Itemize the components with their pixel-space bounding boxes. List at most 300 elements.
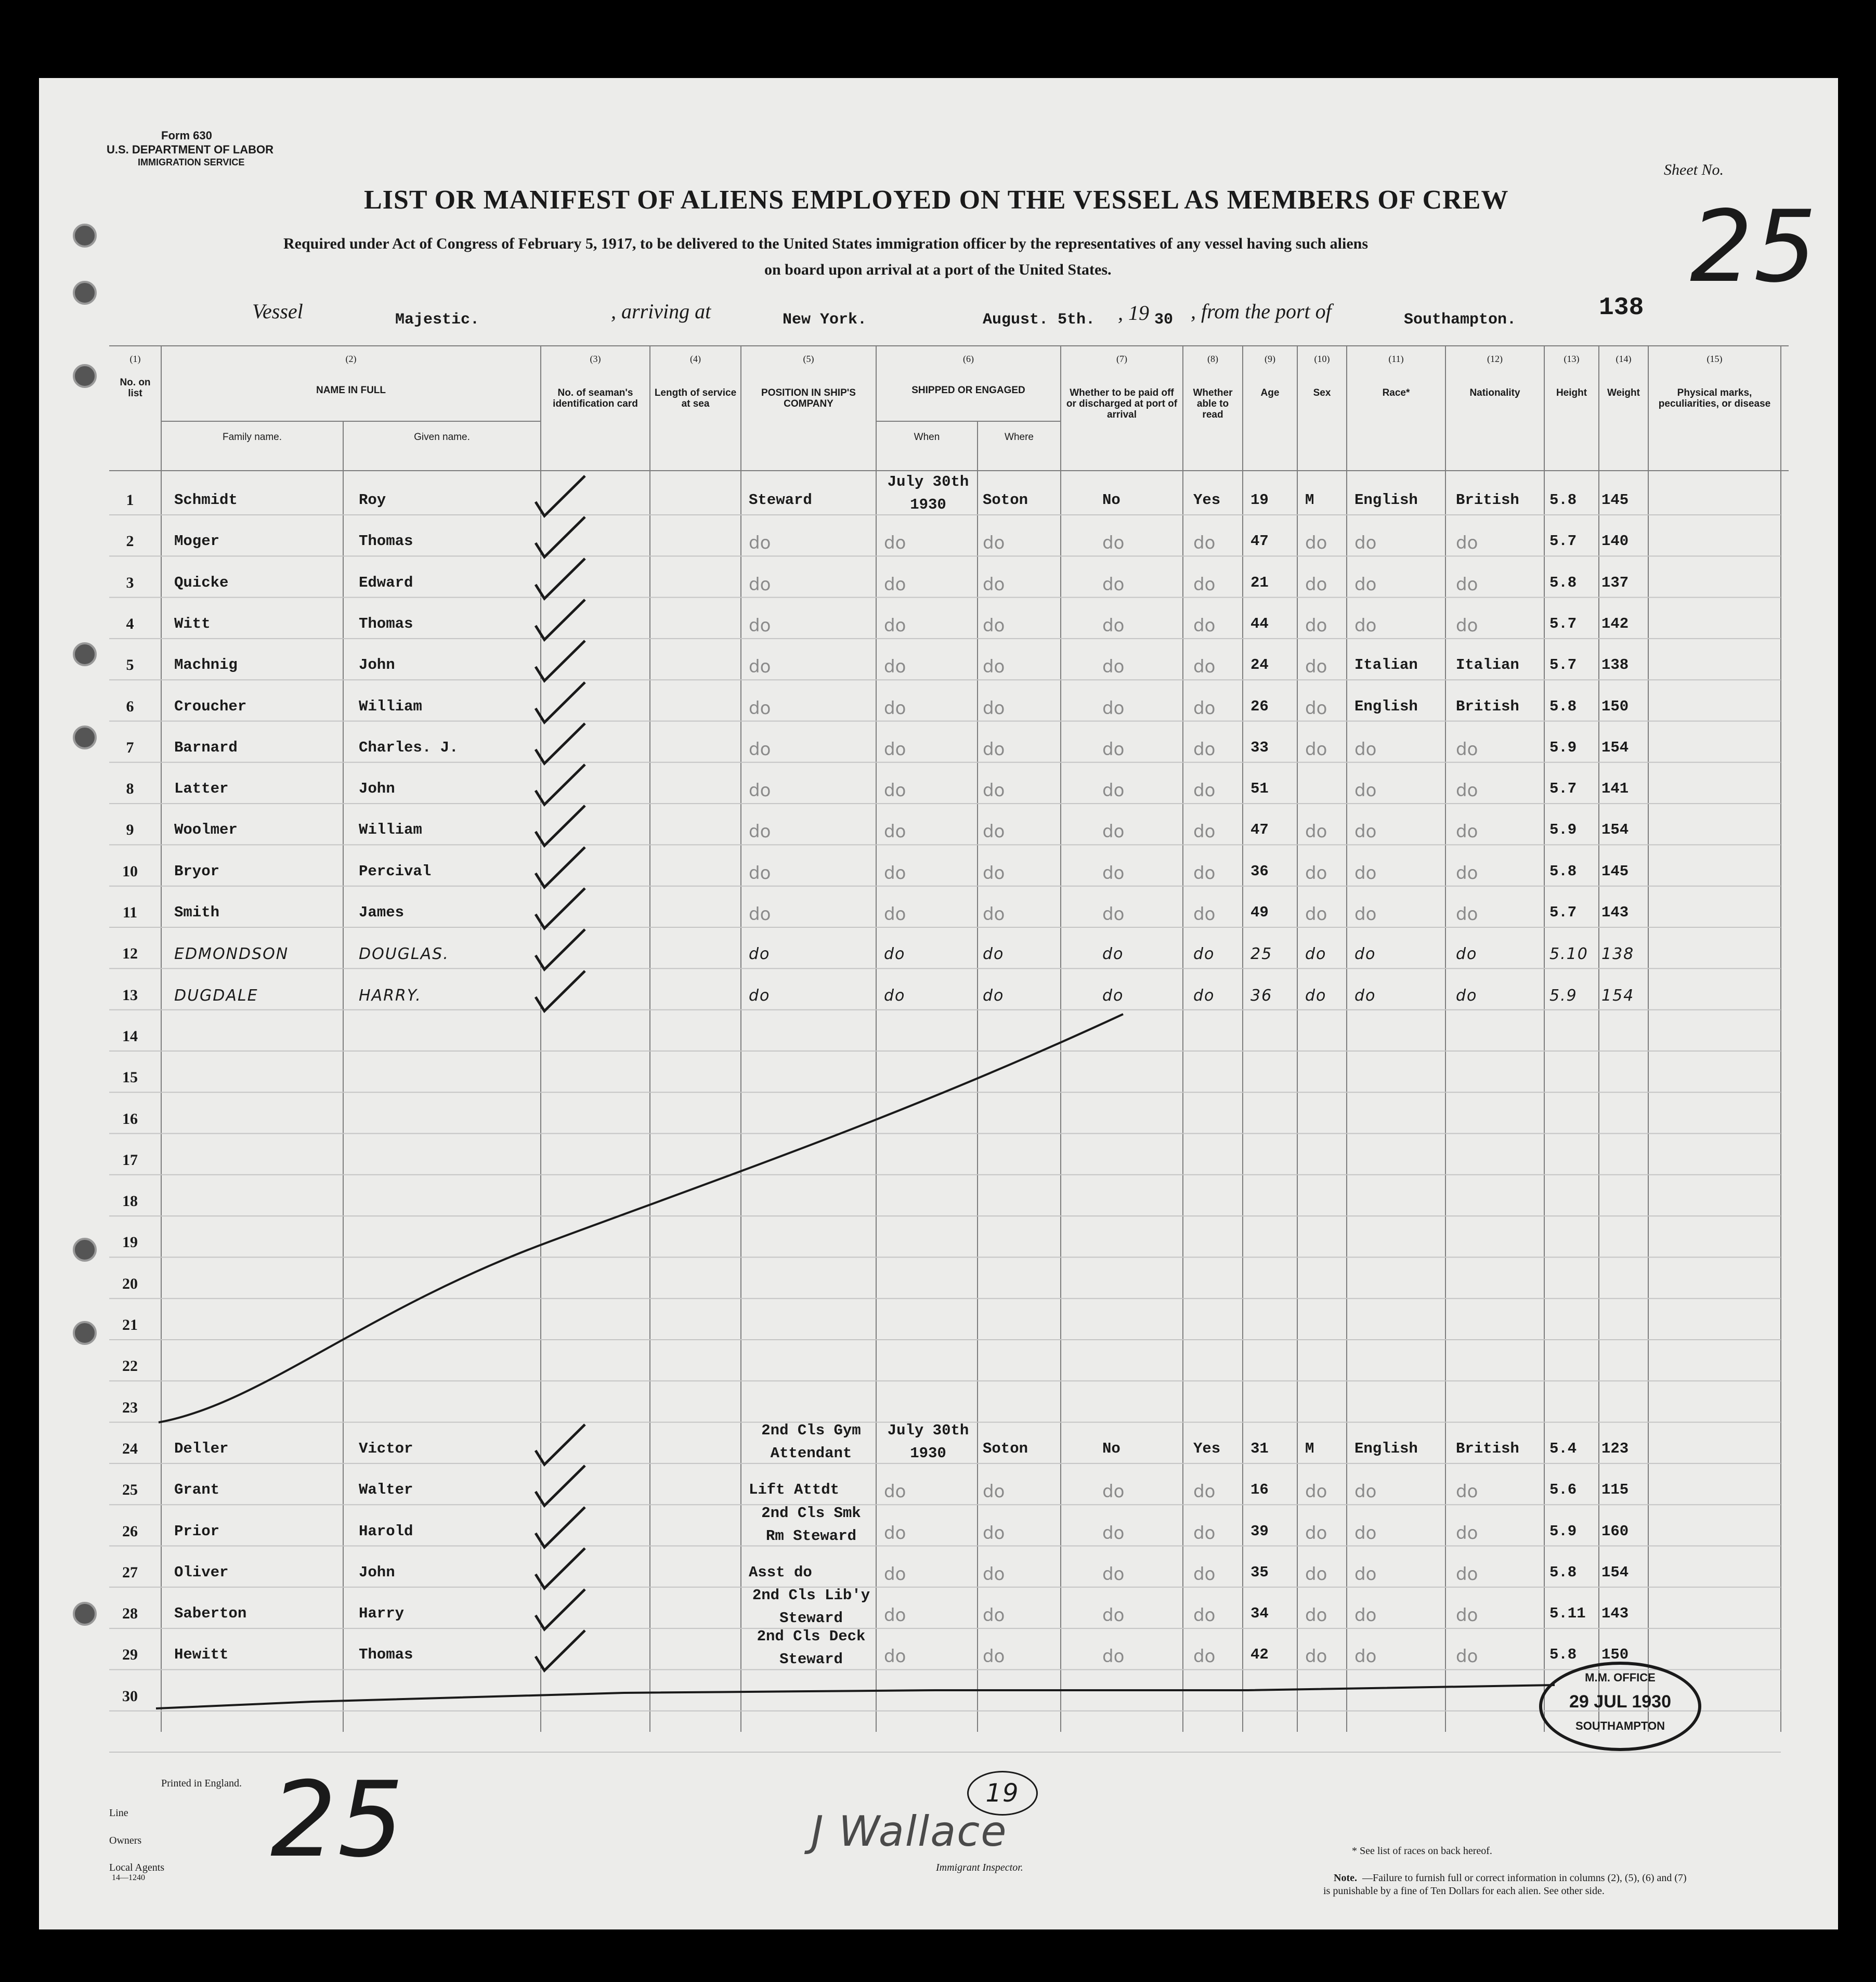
row-number: 3 (126, 574, 134, 591)
row-number: 11 (122, 904, 138, 921)
shipped-where: do (983, 1563, 1005, 1585)
race: do (1354, 1605, 1377, 1626)
able-to-read: do (1193, 1605, 1216, 1626)
shipped-where: do (983, 533, 1005, 554)
given-name: Charles. J. (359, 739, 459, 756)
race: do (1354, 1646, 1377, 1667)
row-number: 30 (122, 1687, 138, 1705)
race: Italian (1354, 656, 1418, 674)
column-number: (12) (1487, 354, 1503, 364)
column-number: (6) (963, 354, 974, 364)
column-header: POSITION IN SHIP'S COMPANY (761, 387, 856, 409)
paid-off: do (1102, 1481, 1125, 1502)
race: do (1354, 862, 1377, 884)
shipped-when: do (884, 1481, 906, 1502)
sex: do (1305, 986, 1327, 1005)
weight: 154 (1601, 986, 1635, 1005)
position: do (749, 574, 771, 595)
check-mark-icon (533, 927, 590, 974)
check-mark-icon (533, 968, 590, 1015)
owners-label: Owners (109, 1835, 142, 1846)
height: 5.7 (1549, 615, 1577, 632)
check-mark-icon (533, 514, 590, 561)
paid-off: do (1102, 533, 1125, 554)
column-subheader: Family name. (222, 432, 282, 443)
family-name: Prior (174, 1522, 220, 1540)
row-number: 21 (122, 1316, 138, 1333)
check-mark-icon (533, 1628, 590, 1675)
race: do (1354, 574, 1377, 595)
family-name: Hewitt (174, 1646, 229, 1664)
family-name: Moger (174, 533, 220, 550)
column-number: (13) (1564, 354, 1580, 364)
races-note: * See list of races on back hereof. (1352, 1845, 1492, 1857)
sex: do (1305, 574, 1327, 595)
position: do (749, 862, 771, 884)
paid-off: do (1102, 780, 1125, 801)
age: 47 (1250, 533, 1269, 550)
nationality: do (1456, 780, 1478, 801)
column-header: Sex (1313, 387, 1331, 398)
paid-off: No (1102, 491, 1121, 509)
height: 5.9 (1549, 1522, 1577, 1540)
paid-off: do (1102, 986, 1124, 1005)
column-number: (4) (690, 354, 701, 364)
check-mark-icon (533, 886, 590, 932)
position: do (749, 945, 771, 964)
row-number: 9 (126, 821, 134, 839)
nationality: do (1456, 904, 1478, 925)
check-mark-icon (533, 762, 590, 809)
sex: do (1305, 615, 1327, 636)
shipped-where: Soton (983, 491, 1028, 509)
height: 5.9 (1549, 821, 1577, 839)
sex: do (1305, 656, 1327, 678)
form-number: Form 630 (161, 129, 212, 142)
sex: do (1305, 1605, 1327, 1626)
position: do (749, 697, 771, 719)
stamp-bottom: SOUTHAMPTON (1575, 1719, 1665, 1732)
age: 39 (1250, 1522, 1269, 1540)
row-number: 26 (122, 1522, 138, 1540)
race: do (1354, 945, 1376, 964)
able-to-read: do (1193, 904, 1216, 925)
height: 5.10 (1549, 945, 1588, 964)
race: English (1354, 1440, 1418, 1457)
race: do (1354, 615, 1377, 636)
weight: 138 (1601, 656, 1629, 674)
given-name: Thomas (359, 533, 413, 550)
row-number: 24 (122, 1440, 138, 1457)
nationality: Italian (1456, 656, 1519, 674)
column-subheader: Given name. (414, 432, 470, 443)
race: do (1354, 780, 1377, 801)
race: do (1354, 821, 1377, 843)
check-mark-icon (533, 845, 590, 891)
column-number: (5) (803, 354, 814, 364)
able-to-read: do (1193, 615, 1216, 636)
given-name: Victor (359, 1440, 413, 1457)
nationality: do (1456, 1605, 1478, 1626)
column-header: Height (1556, 387, 1587, 398)
age: 26 (1250, 697, 1269, 715)
nationality: British (1456, 1440, 1519, 1457)
race: do (1354, 986, 1376, 1005)
column-header: No. of seaman's identification card (553, 387, 638, 409)
race: do (1354, 739, 1377, 760)
position: do (749, 533, 771, 554)
departure-port: Southampton. (1404, 311, 1517, 329)
height: 5.11 (1549, 1605, 1586, 1623)
sex: do (1305, 821, 1327, 843)
year-prefix: , 19 (1118, 301, 1149, 325)
weight: 115 (1601, 1481, 1629, 1499)
able-to-read: do (1193, 821, 1216, 843)
row-number: 27 (122, 1563, 138, 1581)
shipped-when: do (884, 574, 906, 595)
weight: 141 (1601, 780, 1629, 798)
able-to-read: do (1193, 574, 1216, 595)
sex: do (1305, 862, 1327, 884)
paid-off: do (1102, 697, 1125, 719)
arrival-year: 30 (1154, 311, 1174, 329)
weight: 123 (1601, 1440, 1629, 1457)
nationality: do (1456, 739, 1478, 760)
row-number: 22 (122, 1357, 138, 1375)
note-line-1: —Failure to furnish full or correct information in columns (2), (5), (6) and (7) (1362, 1872, 1687, 1884)
paid-off: do (1102, 1605, 1125, 1626)
row-number: 12 (122, 945, 138, 963)
position: Lift Attdt (749, 1481, 840, 1499)
row-number: 29 (122, 1646, 138, 1664)
weight: 140 (1601, 533, 1629, 550)
age: 31 (1250, 1440, 1269, 1457)
shipped-when: do (884, 1605, 906, 1626)
column-header: Whether able to read (1193, 387, 1233, 420)
shipped-when: do (884, 739, 906, 760)
row-number: 7 (126, 739, 134, 756)
shipped-where: Soton (983, 1440, 1028, 1457)
shipped-where: do (983, 780, 1005, 801)
subtitle-line-1: Required under Act of Congress of February 5, 1917, to be delivered to the United States immigration officer by the representatives of any vessel having such aliens (283, 235, 1368, 252)
check-mark-icon (533, 556, 590, 603)
sex: M (1305, 1440, 1314, 1457)
arrival-port: New York. (783, 311, 867, 329)
office-stamp (1539, 1662, 1701, 1751)
age: 19 (1250, 491, 1269, 509)
family-name: DUGDALE (174, 986, 258, 1005)
sex: do (1305, 1563, 1327, 1585)
height: 5.9 (1549, 739, 1577, 756)
column-subheader: When (914, 432, 940, 443)
age: 24 (1250, 656, 1269, 674)
sex: do (1305, 1522, 1327, 1544)
column-header: NAME IN FULL (316, 385, 386, 396)
column-header: Physical marks, peculiarities, or disease (1658, 387, 1771, 409)
race: do (1354, 533, 1377, 554)
family-name: Smith (174, 904, 220, 921)
printed-note: Printed in England. (161, 1778, 242, 1789)
nationality: do (1456, 574, 1478, 595)
able-to-read: do (1193, 697, 1216, 719)
height: 5.7 (1549, 533, 1577, 550)
shipped-when: do (884, 821, 906, 843)
family-name: Schmidt (174, 491, 238, 509)
shipped-when: do (884, 533, 906, 554)
paid-off: do (1102, 862, 1125, 884)
inspector-signature: J Wallace (811, 1807, 1008, 1856)
given-name: Harry (359, 1605, 405, 1623)
able-to-read: do (1193, 739, 1216, 760)
race: do (1354, 904, 1377, 925)
shipped-when: do (884, 1563, 906, 1585)
shipped-when: do (884, 1646, 906, 1667)
family-name: Woolmer (174, 821, 238, 839)
height: 5.4 (1549, 1440, 1577, 1457)
column-header: Race* (1382, 387, 1410, 398)
age: 47 (1250, 821, 1269, 839)
family-name: Grant (174, 1481, 220, 1499)
weight: 143 (1601, 904, 1629, 921)
position: 2nd Cls Gym Attendant (761, 1421, 861, 1462)
paid-off: do (1102, 739, 1125, 760)
row-number: 8 (126, 780, 134, 798)
position: 2nd Cls Smk Rm Steward (761, 1504, 861, 1545)
family-name: Deller (174, 1440, 229, 1457)
check-mark-icon (533, 803, 590, 850)
page-number: 138 (1599, 294, 1644, 322)
sex: do (1305, 945, 1327, 964)
shipped-when: do (884, 986, 906, 1005)
family-name: Witt (174, 615, 211, 632)
given-name: HARRY. (359, 986, 422, 1005)
shipped-where: do (983, 656, 1005, 678)
paid-off: do (1102, 1522, 1125, 1544)
from-port-label: , from the port of (1191, 300, 1332, 323)
sex: M (1305, 491, 1314, 509)
row-number: 4 (126, 615, 134, 632)
paid-off: do (1102, 904, 1125, 925)
nationality: do (1456, 1522, 1478, 1544)
sex: do (1305, 1646, 1327, 1667)
height: 5.8 (1549, 1563, 1577, 1581)
column-number: (14) (1616, 354, 1632, 364)
column-number: (8) (1207, 354, 1218, 364)
inspector-label: Immigrant Inspector. (936, 1862, 1023, 1873)
given-name: Thomas (359, 615, 413, 632)
sex: do (1305, 1481, 1327, 1502)
race: English (1354, 491, 1418, 509)
given-name: William (359, 821, 422, 839)
agents-code: 14—1240 (112, 1873, 145, 1882)
given-name: Walter (359, 1481, 413, 1499)
paid-off: do (1102, 1646, 1125, 1667)
given-name: Harold (359, 1522, 413, 1540)
page-title: LIST OR MANIFEST OF ALIENS EMPLOYED ON THE VESSEL AS MEMBERS OF CREW (364, 185, 1509, 215)
height: 5.7 (1549, 904, 1577, 921)
shipped-where: do (983, 1646, 1005, 1667)
column-number: (15) (1706, 354, 1723, 364)
position: Asst do (749, 1563, 812, 1581)
race: do (1354, 1481, 1377, 1502)
nationality: do (1456, 821, 1478, 843)
age: 34 (1250, 1605, 1269, 1623)
paid-off: do (1102, 574, 1125, 595)
weight: 142 (1601, 615, 1629, 632)
stamp-top: M.M. OFFICE (1585, 1671, 1656, 1684)
height: 5.6 (1549, 1481, 1577, 1499)
given-name: Edward (359, 574, 413, 591)
height: 5.7 (1549, 780, 1577, 798)
shipped-when: do (884, 697, 906, 719)
position: 2nd Cls Deck Steward (757, 1628, 866, 1668)
age: 36 (1250, 862, 1269, 880)
height: 5.8 (1549, 491, 1577, 509)
given-name: Thomas (359, 1646, 413, 1664)
shipped-when: do (884, 615, 906, 636)
weight: 160 (1601, 1522, 1629, 1540)
height: 5.8 (1549, 697, 1577, 715)
weight: 137 (1601, 574, 1629, 591)
column-header: No. on list (120, 377, 151, 399)
age: 16 (1250, 1481, 1269, 1499)
department-name: U.S. DEPARTMENT OF LABOR (107, 143, 274, 156)
able-to-read: do (1193, 780, 1216, 801)
column-header: SHIPPED OR ENGAGED (911, 385, 1025, 396)
weight: 145 (1601, 862, 1629, 880)
check-mark-icon (533, 1587, 590, 1634)
row-number: 25 (122, 1481, 138, 1499)
paid-off: do (1102, 1563, 1125, 1585)
able-to-read: do (1193, 1563, 1216, 1585)
able-to-read: do (1193, 945, 1215, 964)
circled-count: 19 (967, 1771, 1038, 1816)
given-name: Roy (359, 491, 386, 509)
row-number: 20 (122, 1275, 138, 1292)
shipped-where: do (983, 1522, 1005, 1544)
family-name: Machnig (174, 656, 238, 674)
check-mark-icon (533, 473, 590, 520)
weight: 150 (1601, 1646, 1629, 1664)
arrival-date: August. 5th. (983, 311, 1096, 329)
local-agents-label: Local Agents (109, 1862, 165, 1873)
weight: 150 (1601, 697, 1629, 715)
column-number: (7) (1116, 354, 1127, 364)
column-number: (10) (1314, 354, 1330, 364)
position: do (749, 904, 771, 925)
weight: 154 (1601, 1563, 1629, 1581)
position: do (749, 780, 771, 801)
position: do (749, 739, 771, 760)
row-number: 23 (122, 1398, 138, 1416)
check-mark-icon (533, 1422, 590, 1469)
row-number: 10 (122, 862, 138, 880)
column-number: (2) (345, 354, 357, 364)
age: 21 (1250, 574, 1269, 591)
row-number: 2 (126, 533, 134, 550)
family-name: Saberton (174, 1605, 247, 1623)
line-label: Line (109, 1807, 128, 1819)
shipped-when: do (884, 1522, 906, 1544)
column-header: Length of service at sea (654, 387, 737, 409)
nationality: do (1456, 1646, 1478, 1667)
age: 36 (1250, 986, 1273, 1005)
column-number: (11) (1388, 354, 1404, 364)
nationality: do (1456, 1481, 1478, 1502)
column-subheader: Where (1005, 432, 1034, 443)
shipped-where: do (983, 904, 1005, 925)
paid-off: do (1102, 656, 1125, 678)
row-number: 19 (122, 1234, 138, 1251)
family-name: Quicke (174, 574, 229, 591)
position: do (749, 615, 771, 636)
able-to-read: do (1193, 1646, 1216, 1667)
sheet-label: Sheet No. (1664, 161, 1724, 178)
sex: do (1305, 739, 1327, 760)
age: 42 (1250, 1646, 1269, 1664)
sex: do (1305, 904, 1327, 925)
row-number: 18 (122, 1193, 138, 1210)
row-number: 5 (126, 656, 134, 674)
able-to-read: do (1193, 1481, 1216, 1502)
shipped-when: July 30th 1930 (887, 1421, 969, 1462)
race: do (1354, 1563, 1377, 1585)
weight: 143 (1601, 1605, 1629, 1623)
row-number: 15 (122, 1069, 138, 1086)
age: 25 (1250, 945, 1273, 964)
sheet-number-handwritten: 25 (1690, 189, 1818, 304)
position: do (749, 986, 771, 1005)
subtitle-line-2: on board upon arrival at a port of the United States. (764, 261, 1112, 278)
nationality: do (1456, 986, 1478, 1005)
shipped-where: do (983, 615, 1005, 636)
family-name: Barnard (174, 739, 238, 756)
column-number: (3) (590, 354, 601, 364)
check-mark-icon (533, 721, 590, 768)
shipped-where: do (983, 739, 1005, 760)
family-name: Oliver (174, 1563, 229, 1581)
vessel-label: Vessel (252, 300, 303, 323)
column-header: Age (1260, 387, 1280, 398)
weight: 154 (1601, 739, 1629, 756)
nationality: do (1456, 862, 1478, 884)
row-number: 28 (122, 1605, 138, 1623)
paid-off: do (1102, 821, 1125, 843)
nationality: do (1456, 945, 1478, 964)
row-number: 16 (122, 1110, 138, 1128)
position: do (749, 656, 771, 678)
shipped-when: July 30th 1930 (887, 473, 969, 513)
family-name: Bryor (174, 862, 220, 880)
shipped-when: do (884, 945, 906, 964)
weight: 145 (1601, 491, 1629, 509)
height: 5.8 (1549, 1646, 1577, 1664)
given-name: John (359, 780, 395, 798)
vessel-name: Majestic. (395, 311, 480, 329)
note-label: Note. (1334, 1872, 1357, 1884)
shipped-where: do (983, 945, 1005, 964)
shipped-where: do (983, 821, 1005, 843)
family-name: Croucher (174, 697, 247, 715)
check-mark-icon (533, 1505, 590, 1551)
column-header: Whether to be paid off or discharged at port of arrival (1066, 387, 1178, 420)
nationality: British (1456, 697, 1519, 715)
able-to-read: do (1193, 862, 1216, 884)
service-name: IMMIGRATION SERVICE (138, 157, 245, 167)
able-to-read: do (1193, 656, 1216, 678)
given-name: DOUGLAS. (359, 945, 449, 964)
shipped-where: do (983, 986, 1005, 1005)
